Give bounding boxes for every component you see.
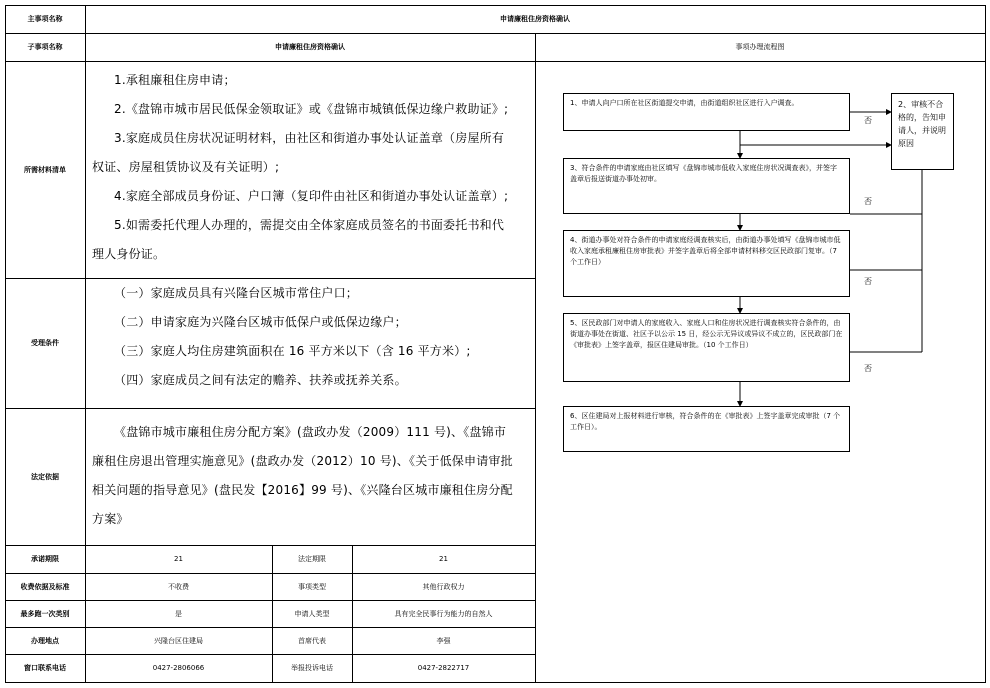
flow-step-6: 6、区住建局对上报材料进行审核，符合条件的在《审批表》上签字盖章完成审批（7 个工作日）。 bbox=[563, 406, 850, 452]
row-value: 兴隆台区住建局 bbox=[154, 636, 203, 645]
sub-item-label: 子事项名称 bbox=[27, 43, 63, 51]
main-item-label: 主事项名称 bbox=[27, 15, 63, 23]
flow-title: 事项办理流程图 bbox=[735, 43, 785, 51]
condition-item: （三）家庭人均住房建筑面积在 16 平方米以下（含 16 平方米）; bbox=[114, 344, 471, 358]
row-label: 收费依据及标准 bbox=[20, 582, 70, 591]
materials-item: 5.如需委托代理人办理的，需提交由全体家庭成员签名的书面委托书和代 bbox=[114, 218, 505, 232]
row-value: 不收费 bbox=[168, 582, 189, 591]
row-label: 最多跑一次类别 bbox=[20, 609, 70, 618]
row-value: 是 bbox=[175, 609, 182, 618]
legal-line: 相关问题的指导意见》(盘民发【2016】99 号)、《兴隆台区城市廉租住房分配 bbox=[92, 483, 513, 497]
row-label: 首席代表 bbox=[298, 636, 326, 645]
row-value: 0427-2822717 bbox=[417, 664, 470, 672]
materials-item: 3.家庭成员住房状况证明材料，由社区和街道办事处认证盖章（房屋所有 bbox=[114, 131, 505, 145]
flow-no-label: 否 bbox=[864, 364, 872, 373]
materials-item: 4.家庭全部成员身份证、户口簿（复印件由社区和街道办事处认证盖章）; bbox=[114, 189, 509, 203]
flow-step-1: 1、申请人向户口所在社区街道提交申请，由街道组织社区进行入户调查。 bbox=[563, 93, 850, 131]
main-item-value: 申请廉租住房资格确认 bbox=[500, 15, 570, 23]
row-value: 21 bbox=[174, 555, 183, 563]
row-label: 举报投诉电话 bbox=[291, 664, 333, 672]
flow-step-3: 3、符合条件的申请家庭由社区填写《盘锦市城市低收入家庭住房状况调查表》，并签字盖章后报送街道办事处初审。 bbox=[563, 158, 850, 214]
row-label: 事项类型 bbox=[298, 582, 326, 591]
materials-item: 2.《盘锦市城市居民低保金领取证》或《盘锦市城镇低保边缘户救助证》; bbox=[114, 102, 509, 116]
row-value: 0427-2806066 bbox=[152, 664, 205, 672]
flow-no-label: 否 bbox=[864, 116, 872, 125]
row-label: 法定期限 bbox=[298, 555, 326, 563]
flow-step-4: 4、街道办事处对符合条件的申请家庭经调查核实后，由街道办事处填写《盘锦市城市低收入家庭承租廉租住房审批表》并签字盖章后将全部申请材料移交区民政部门复审。（7 个工作日） bbox=[563, 230, 850, 297]
legal-line: 《盘锦市城市廉租住房分配方案》(盘政办发（2009）111 号)、《盘锦市 bbox=[114, 425, 507, 439]
row-label: 申请人类型 bbox=[294, 609, 330, 618]
row-label: 承诺期限 bbox=[31, 555, 59, 563]
sub-item-value: 申请廉租住房资格确认 bbox=[275, 43, 345, 51]
row-label: 窗口联系电话 bbox=[24, 664, 66, 672]
conditions-label: 受理条件 bbox=[31, 339, 59, 347]
flow-step-5: 5、区民政部门对申请人的家庭收入、家庭人口和住房状况进行调查核实符合条件的，由街道办事处在街道、社区予以公示 15 日，经公示无异议或异议不成立的，区民政部门在《审批表》上签字盖章，报区住建局审批。（10 个工作日） bbox=[563, 313, 850, 382]
condition-item: （一）家庭成员具有兴隆台区城市常住户口； bbox=[114, 286, 359, 300]
legal-line: 廉租住房退出管理实施意见》(盘政办发（2012）10 号)、《关于低保申请审批 bbox=[92, 454, 513, 468]
legal-line: 方案》 bbox=[92, 512, 129, 526]
row-value: 21 bbox=[439, 555, 448, 563]
legal-label: 法定依据 bbox=[31, 472, 59, 481]
row-label: 办理地点 bbox=[31, 636, 59, 645]
row-value: 李强 bbox=[436, 636, 451, 645]
materials-item: 权证、房屋租赁协议及有关证明）; bbox=[92, 160, 280, 174]
materials-label: 所需材料清单 bbox=[24, 165, 66, 174]
flow-no-label: 否 bbox=[864, 277, 872, 286]
materials-item: 1.承租廉租住房申请； bbox=[114, 73, 236, 87]
row-value: 其他行政权力 bbox=[422, 582, 465, 591]
condition-item: （四）家庭成员之间有法定的赡养、扶养或抚养关系。 bbox=[114, 373, 407, 387]
flow-no-label: 否 bbox=[864, 197, 872, 206]
flow-step-2: 2、审核不合格的，告知申请人，并说明原因 bbox=[891, 93, 954, 170]
row-value: 具有完全民事行为能力的自然人 bbox=[394, 609, 493, 618]
materials-item: 理人身份证。 bbox=[92, 247, 166, 261]
condition-item: （二）申请家庭为兴隆台区城市低保户或低保边缘户； bbox=[114, 315, 407, 329]
